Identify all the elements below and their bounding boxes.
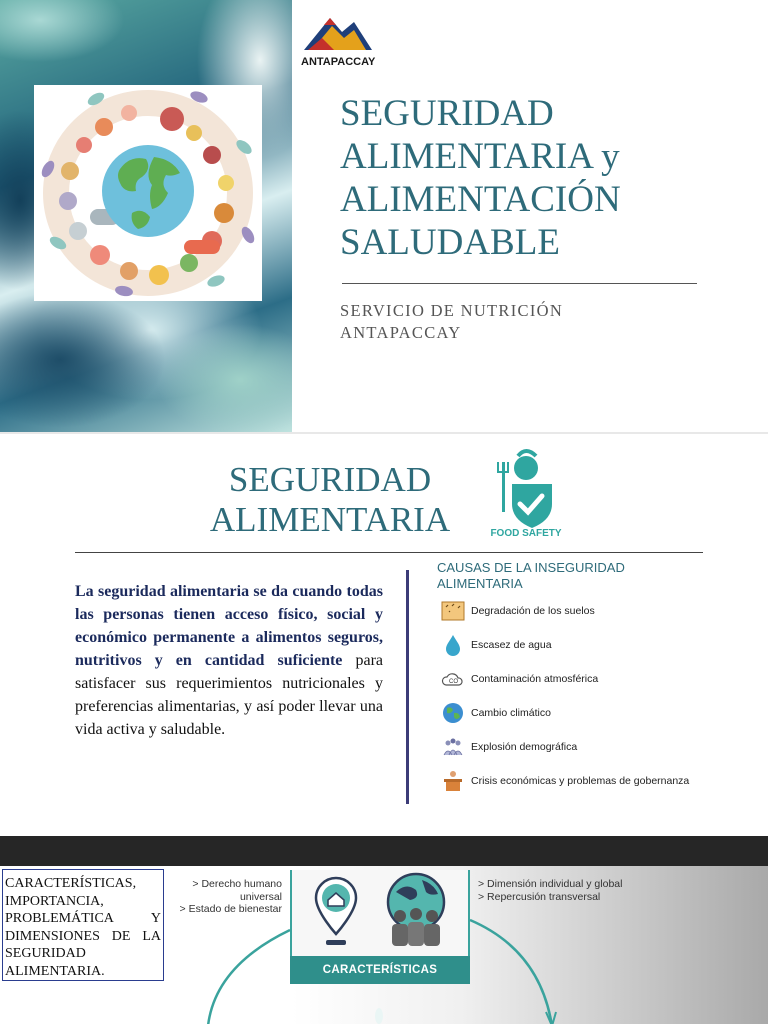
podium-icon (441, 769, 465, 793)
cause-item (441, 666, 741, 692)
topic-text: CARACTERÍSTICAS, IMPORTANCIA, PROBLEMÁTICA Y DIMENSIONES DE LA SEGURIDAD ALIMENTARIA. (5, 876, 161, 979)
causes-title: CAUSAS DE LA INSEGURIDAD ALIMENTARIA (437, 560, 625, 591)
vertical-divider (406, 570, 409, 804)
logo-wordmark: ANTAPACCAY (301, 56, 376, 68)
title-slide (0, 0, 768, 432)
cause-label: Degradación de los suelos (471, 605, 595, 617)
cause-item (441, 598, 741, 624)
cause-label: Crisis económicas y problemas de gobernanza (471, 775, 690, 787)
subtitle: SERVICIO DE NUTRICIÓN ANTAPACCAY (340, 301, 564, 342)
main-title: SEGURIDAD ALIMENTARIA y ALIMENTACIÓN SALUDABLE (340, 93, 621, 263)
cause-label: Contaminación atmosférica (471, 673, 599, 685)
section-title: SEGURIDAD ALIMENTARIA (209, 460, 451, 539)
badge-text: FOOD SAFETY (490, 528, 562, 539)
card-label: CARACTERÍSTICAS (322, 964, 438, 976)
location-pin-icon (316, 878, 356, 945)
note-left: > Derecho humano universal > Estado de bienestar (179, 878, 282, 915)
section-divider (75, 552, 703, 553)
cause-item (441, 700, 741, 726)
soil-icon (441, 599, 465, 623)
definition-bold: La seguridad alimentaria se da cuando todas las personas tienen acceso físico, social y económico permanente a alimentos seguros, nutritivos y en cantidad suficiente (75, 583, 383, 669)
cause-label: Explosión demográfica (471, 741, 578, 753)
definition-slide (0, 434, 768, 836)
definition-paragraph (75, 580, 383, 741)
definition-rest: para satisfacer sus requerimientos nutricionales y preferencias alimentarias, y así poder llevar una vida activa y saludable. (75, 652, 384, 738)
water-drop-icon (441, 633, 465, 657)
globe-icon (441, 701, 465, 725)
global-people-icon (388, 874, 444, 946)
cause-label: Escasez de agua (471, 639, 552, 651)
cause-item (441, 768, 741, 794)
crowd-icon (441, 735, 465, 759)
characteristics-slide (0, 866, 768, 1024)
cause-item (441, 632, 741, 658)
title-divider (342, 283, 697, 284)
food-globe-illustration (34, 85, 262, 301)
svg-text:CO: CO (449, 679, 458, 685)
cause-item (441, 734, 741, 760)
food-safety-badge (486, 448, 566, 544)
dark-band (0, 836, 768, 866)
note-right: > Dimensión individual y global > Repercusión transversal (478, 878, 623, 903)
cause-label: Cambio climático (471, 707, 551, 719)
co2-cloud-icon (441, 667, 465, 691)
